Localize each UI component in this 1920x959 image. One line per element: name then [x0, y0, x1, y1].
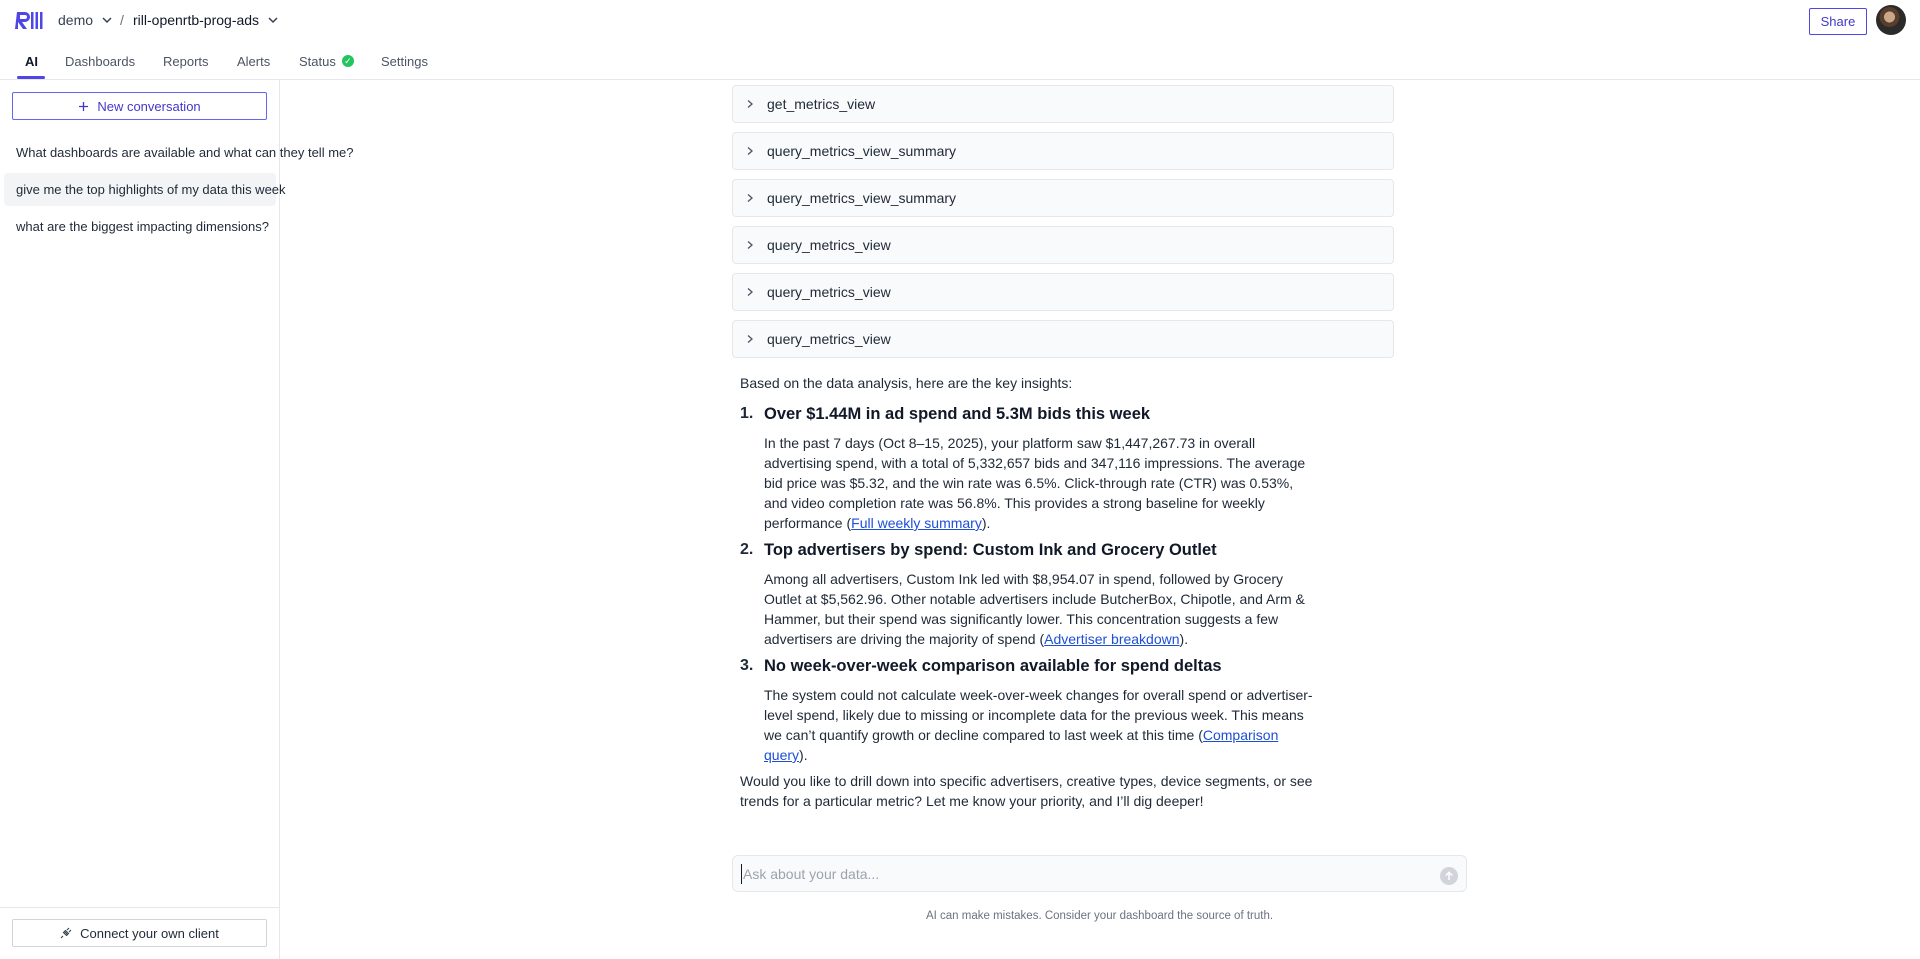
assistant-message	[740, 373, 1340, 811]
comparison-query-link[interactable]: Comparison query	[764, 727, 1279, 763]
tool-call-collapsible[interactable]	[732, 320, 1394, 358]
avatar[interactable]	[1876, 5, 1906, 35]
chat-composer	[732, 855, 1467, 892]
chevron-down-icon	[267, 14, 279, 26]
insight-number: 2.	[740, 541, 754, 558]
active-tab-indicator	[17, 76, 45, 79]
tab-label: Reports	[163, 53, 209, 69]
insight-text	[764, 569, 1320, 649]
tool-call-collapsible[interactable]	[732, 226, 1394, 264]
advertiser-breakdown-link[interactable]: Advertiser breakdown	[1044, 631, 1180, 647]
breadcrumb-separator: /	[120, 12, 124, 28]
tab-ai[interactable]	[25, 50, 38, 72]
tab-reports[interactable]	[163, 50, 209, 72]
insight-body-suffix: ).	[1179, 631, 1189, 647]
org-switcher[interactable]	[58, 12, 113, 28]
tab-label: Status	[299, 53, 336, 69]
tab-status[interactable]	[299, 50, 354, 72]
project-switcher[interactable]	[133, 12, 279, 28]
insight-number: 3.	[740, 657, 754, 674]
conversation-item-active[interactable]	[4, 173, 286, 206]
status-ok-icon: ✓	[342, 55, 354, 67]
insight-title: Over $1.44M in ad spend and 5.3M bids this week	[764, 405, 1151, 423]
conversation-title: what are the biggest impacting dimensions?	[16, 219, 269, 234]
tool-call-name: query_metrics_view_summary	[767, 190, 957, 206]
chevron-right-icon	[745, 240, 755, 250]
nav-tabs	[0, 42, 1920, 80]
share-button[interactable]: Share	[1809, 8, 1867, 35]
chevron-right-icon	[745, 193, 755, 203]
plus-icon	[78, 101, 89, 112]
plug-icon	[60, 927, 72, 939]
insight-text	[764, 685, 1320, 765]
insight-title: Top advertisers by spend: Custom Ink and Grocery Outlet	[764, 541, 1217, 559]
send-button[interactable]	[1440, 867, 1458, 885]
chevron-right-icon	[745, 99, 755, 109]
tool-call-name: query_metrics_view	[767, 331, 891, 347]
conversation-item[interactable]	[4, 210, 276, 243]
insight-item	[740, 655, 1340, 765]
tool-call-name: query_metrics_view	[767, 284, 891, 300]
conversation-item[interactable]	[4, 136, 354, 169]
insight-body-suffix: ).	[981, 515, 991, 531]
conversation-sidebar	[0, 80, 354, 959]
chevron-right-icon	[745, 334, 755, 344]
insight-text	[764, 433, 1320, 533]
tab-label: Settings	[381, 53, 428, 69]
tab-settings[interactable]	[381, 50, 428, 72]
new-conversation-label: New conversation	[97, 98, 201, 114]
conversation-title: give me the top highlights of my data this week	[16, 182, 286, 197]
tool-call-name: query_metrics_view	[767, 237, 891, 253]
insight-body-suffix: ).	[799, 747, 808, 763]
conversation-list	[4, 136, 354, 247]
ask-input[interactable]	[741, 864, 1421, 884]
tool-call-name: get_metrics_view	[767, 96, 876, 112]
top-bar	[0, 0, 1920, 42]
project-name: rill-openrtb-prog-ads	[133, 12, 260, 28]
tool-call-collapsible[interactable]	[732, 132, 1394, 170]
tool-call-collapsible[interactable]	[732, 273, 1394, 311]
answer-intro: Based on the data analysis, here are the key insights:	[740, 375, 1073, 391]
tool-call-name: query_metrics_view_summary	[767, 143, 957, 159]
insight-number: 1.	[740, 405, 754, 422]
sidebar-footer	[0, 907, 279, 959]
chevron-right-icon	[745, 146, 755, 156]
insight-body-text: In the past 7 days (Oct 8–15, 2025), your platform saw $1,447,267.73 in overall advertising spend, with a total of 5,332,657 bids and 347,116 impressions. The average bid price was $5.32, and the win rate was 6.5%. Click-through rate (CTR) was 0.53%, and video completion rate was 56.8%. This provides a strong baseline for weekly performance (	[764, 435, 1306, 531]
conversation-title: What dashboards are available and what can they tell me?	[16, 145, 354, 160]
insight-item	[740, 539, 1340, 649]
insight-title: No week-over-week comparison available for spend deltas	[764, 657, 1222, 675]
new-conversation-button[interactable]	[12, 92, 267, 120]
tab-label: Dashboards	[65, 53, 136, 69]
tool-call-collapsible[interactable]	[732, 85, 1394, 123]
chevron-down-icon	[101, 14, 113, 26]
tab-alerts[interactable]	[237, 50, 270, 72]
full-weekly-summary-link[interactable]: Full weekly summary	[851, 515, 982, 531]
connect-client-button[interactable]	[12, 919, 267, 947]
arrow-up-icon	[1444, 871, 1454, 881]
insight-item	[740, 403, 1340, 533]
connect-client-label: Connect your own client	[80, 925, 219, 941]
insight-body-text: Among all advertisers, Custom Ink led with $8,954.07 in spend, followed by Grocery Outlet at $5,562.96. Other notable advertisers include ButcherBox, Chipotle, and Arm & Hammer, but their spend was significantly lower. This concentration suggests a few advertisers are driving the majority of spend (	[764, 571, 1305, 647]
chat-panel	[281, 81, 1920, 959]
org-name: demo	[58, 12, 94, 28]
tab-label: AI	[25, 53, 38, 69]
tab-label: Alerts	[237, 53, 271, 69]
insight-body-text: The system could not calculate week-over-week changes for overall spend or advertiser-level spend, likely due to missing or incomplete data for the previous week. This means we can’t quantify growth or decline compared to last week at this time (	[764, 687, 1313, 743]
disclaimer-text: AI can make mistakes. Consider your dashboard the source of truth.	[925, 910, 1274, 922]
chevron-right-icon	[745, 287, 755, 297]
answer-closing: Would you like to drill down into specific advertisers, creative types, device segments, or see trends for a particular metric? Let me know your priority, and I’ll dig deeper!	[740, 773, 1313, 809]
tab-dashboards[interactable]	[65, 50, 135, 72]
rill-logo[interactable]	[15, 10, 43, 30]
tool-call-collapsible[interactable]	[732, 179, 1394, 217]
